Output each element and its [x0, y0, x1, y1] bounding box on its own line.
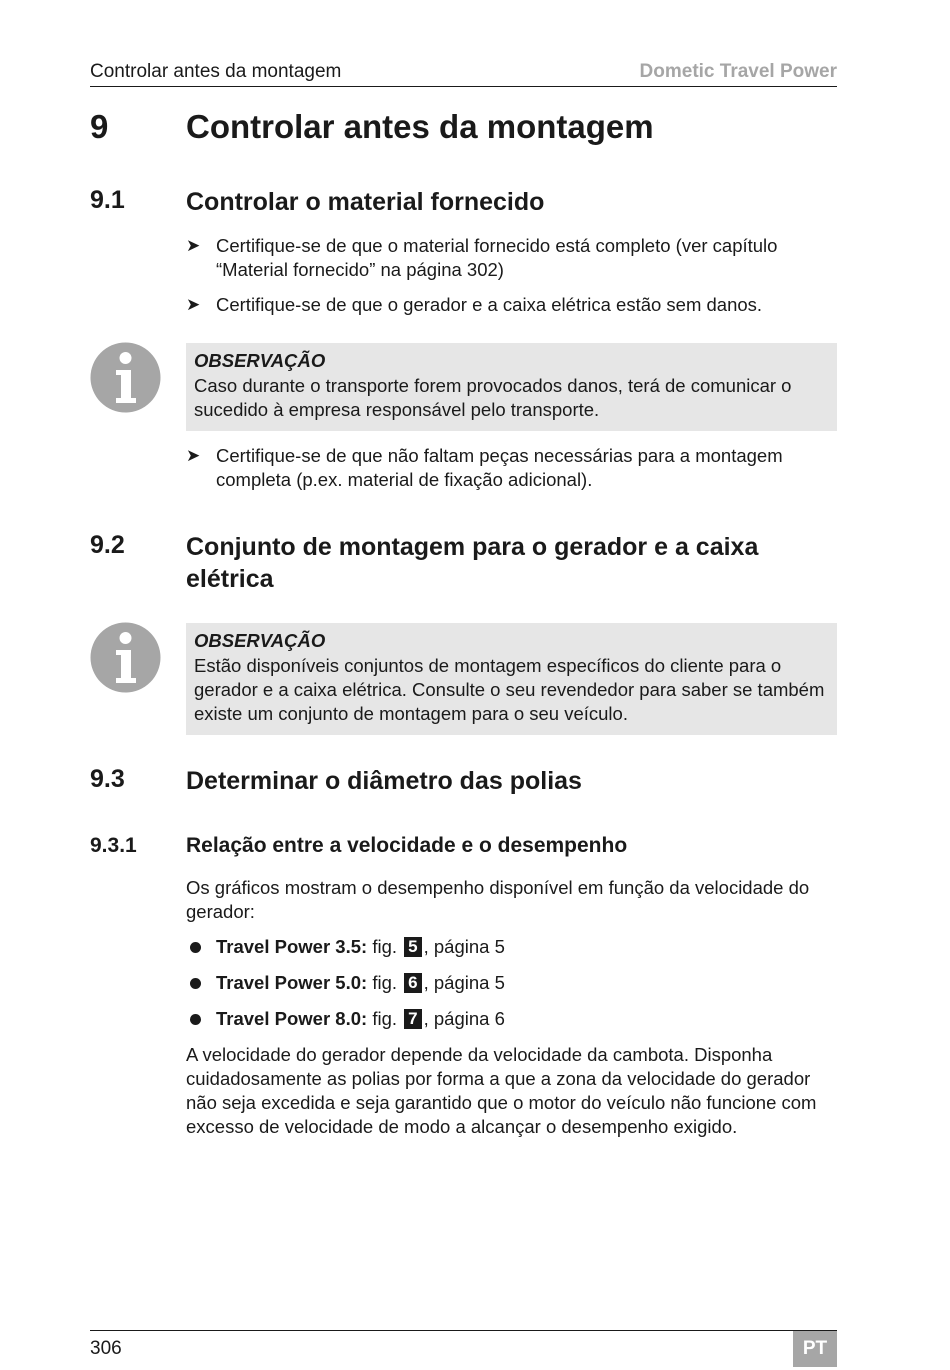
- section-9-3-title: Determinar o diâmetro das polias: [186, 767, 582, 795]
- intro-paragraph: Os gráficos mostram o desempenho disponível em função da velocidade do gerador:: [186, 877, 810, 922]
- bullet-icon: [190, 942, 201, 953]
- instruction-step: [186, 293, 838, 317]
- step-text: Certifique-se de que o material fornecido está completo (ver capítulo “Material fornecido” na página 302): [216, 235, 778, 280]
- info-icon: [90, 342, 161, 413]
- chapter-number: 9: [90, 108, 109, 145]
- page-ref: , página 5: [423, 936, 505, 957]
- note-title: OBSERVAÇÃO: [194, 630, 326, 651]
- section-9-1-number: 9.1: [90, 186, 125, 214]
- running-header-title: Controlar antes da montagem: [90, 61, 342, 82]
- note-text: Caso durante o transporte forem provocados danos, terá de comunicar o sucedido à empresa responsável pelo transporte.: [194, 375, 792, 420]
- body-paragraph: A velocidade do gerador depende da velocidade da cambota. Disponha cuidadosamente as polias por forma a que a zona da velocidade do gerador não seja excedida e seja garantido que o motor do veículo não funcione com excesso de velocidade de modo a alcançar o desempenho exigido.: [186, 1044, 817, 1137]
- figure-number-badge: 5: [404, 937, 421, 957]
- step-text: Certifique-se de que o gerador e a caixa elétrica estão sem danos.: [216, 294, 763, 315]
- instruction-step: [186, 444, 838, 492]
- chapter-title: Controlar antes da montagem: [186, 108, 654, 145]
- info-icon: [90, 622, 161, 693]
- list-item: [186, 935, 505, 959]
- fig-prefix: fig.: [372, 1008, 397, 1029]
- arrow-right-icon: ➤: [186, 446, 201, 465]
- section-9-3-1-title: Relação entre a velocidade e o desempenho: [186, 834, 628, 857]
- language-badge: PT: [793, 1331, 837, 1367]
- model-name: Travel Power 8.0:: [216, 1008, 368, 1029]
- note-box: [186, 623, 837, 735]
- footer-divider: [90, 1330, 837, 1331]
- note-title: OBSERVAÇÃO: [194, 350, 326, 371]
- figure-number-badge: 7: [404, 1009, 421, 1029]
- section-9-3-1-number: 9.3.1: [90, 834, 137, 857]
- running-header-brand: Dometic Travel Power: [639, 61, 837, 82]
- bullet-icon: [190, 1014, 201, 1025]
- model-name: Travel Power 3.5:: [216, 936, 368, 957]
- fig-prefix: fig.: [372, 936, 397, 957]
- instruction-step: [186, 234, 838, 282]
- section-9-1-title: Controlar o material fornecido: [186, 188, 545, 216]
- note-box: [186, 343, 837, 431]
- section-9-2-number: 9.2: [90, 531, 125, 559]
- section-9-2-title: Conjunto de montagem para o gerador e a caixa elétrica: [186, 533, 759, 593]
- bullet-icon: [190, 978, 201, 989]
- step-text: Certifique-se de que não faltam peças necessárias para a montagem completa (p.ex. material de fixação adicional).: [216, 445, 783, 490]
- arrow-right-icon: ➤: [186, 236, 201, 255]
- fig-prefix: fig.: [372, 972, 397, 993]
- section-9-3-number: 9.3: [90, 765, 125, 793]
- page-ref: , página 5: [423, 972, 505, 993]
- arrow-right-icon: ➤: [186, 295, 201, 314]
- list-item: [186, 1007, 505, 1031]
- list-item: [186, 971, 505, 995]
- model-name: Travel Power 5.0:: [216, 972, 368, 993]
- figure-number-badge: 6: [404, 973, 421, 993]
- page-number: 306: [90, 1338, 122, 1359]
- header-divider: [90, 86, 837, 87]
- page-ref: , página 6: [423, 1008, 505, 1029]
- note-text: Estão disponíveis conjuntos de montagem específicos do cliente para o gerador e a caixa elétrica. Consulte o seu revendedor para saber se também existe um conjunto de montagem para o seu veículo.: [194, 655, 825, 724]
